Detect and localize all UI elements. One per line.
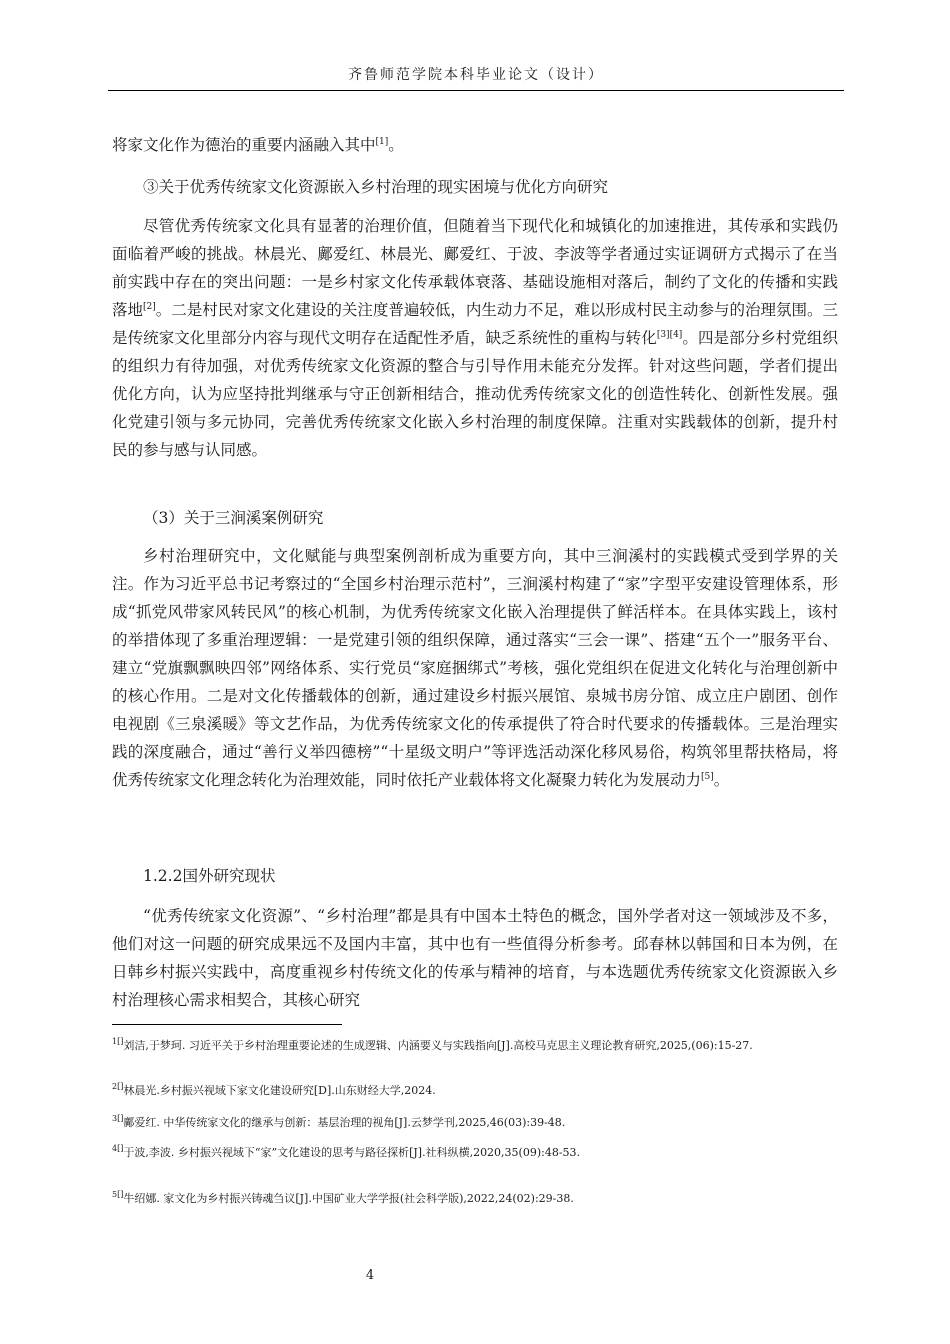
paragraph-text: 。四是部分乡村党组织的组织力有待加强，对优秀传统家文化资源的整合与引导作用未能充分发挥。针对这些问题，学者们提出优化方向，认为应坚持批判继承与守正创新相结合，推动优秀传统家文化的创造性转化、创新性发展。强化党建引领与多元协同，完善优秀传统家文化嵌入乡村治理的制度保障。注重对实践载体的创新，提升村民的参与感与认同感。	[112, 329, 838, 459]
citation-ref[interactable]: [2]	[143, 302, 156, 312]
footnote-mark: 4[]	[112, 1144, 124, 1153]
citation-ref[interactable]: [3]	[656, 330, 670, 340]
paragraph-text: 。二是村民对家文化建设的关注度普遍较低，内生动力不足，难以形成村民主动参与的治理氛围。三是传统家文化里部分内容与现代文明存在适配性矛盾，缺乏系统性的重构与转化	[112, 301, 838, 347]
paragraph-text: 尽管优秀传统家文化具有显著的治理价值，但随着当下现代化和城镇化的加速推进，其传承和实践仍面临着严峻的挑战。林晨光、鄺爱红、林晨光、鄺爱红、于波、李波等学者通过实证调研方式揭示了在当前实践中存在的突出问题：一是乡村家文化传承载体衰落、基础设施相对落后，制约了文化的传播和实践落地	[112, 217, 838, 319]
paragraph-challenges	[112, 212, 838, 464]
header-divider	[108, 90, 844, 91]
footnote-text: 刘洁,于梦珂. 习近平关于乡村治理重要论述的生成逻辑、内涵要义与实践指向[J].高校马克思主义理论教育研究,2025,(06):15-27.	[123, 1039, 753, 1052]
heading-text: 1.2.2国外研究现状	[143, 867, 276, 885]
paragraph-text: 。	[713, 771, 730, 789]
paragraph-case-study	[112, 542, 838, 794]
heading-text: ③关于优秀传统家文化资源嵌入乡村治理的现实困境与优化方向研究	[143, 178, 609, 196]
paragraph-text: “优秀传统家文化资源”、“乡村治理”都是具有中国本土特色的概念，国外学者对这一领域涉及不多，他们对这一问题的研究成果远不及国内丰富，其中也有一些值得分析参考。邱春林以韩国和日本为例，在日韩乡村振兴实践中，高度重视乡村传统文化的传承与精神的培育，与本选题优秀传统家文化资源嵌入乡村治理核心需求相契合，其核心研究	[112, 907, 838, 1009]
footnote-text: 林晨光.乡村振兴视域下家文化建设研究[D].山东财经大学,2024.	[123, 1084, 436, 1097]
footnote-text: 于波,李波. 乡村振兴视域下“家”文化建设的思考与路径探析[J].社科纵横,2020,35(09):48-53.	[123, 1146, 581, 1159]
footnote-text: 鄺爱红. 中华传统家文化的继承与创新：基层治理的视角[J].云梦学刊,2025,46(03):39-48.	[123, 1116, 566, 1129]
citation-ref[interactable]: [4]	[669, 330, 683, 340]
paragraph-text: 。	[388, 136, 404, 154]
section-heading-a	[112, 173, 838, 201]
footnote-divider	[112, 1024, 342, 1025]
section-heading-c	[112, 862, 838, 890]
footnote	[112, 1190, 838, 1208]
page-number: 4	[365, 1268, 375, 1283]
footnote	[112, 1144, 838, 1162]
paragraph-text: 乡村治理研究中，文化赋能与典型案例剖析成为重要方向，其中三涧溪村的实践模式受到学界的关注。作为习近平总书记考察过的“全国乡村治理示范村”，三涧溪村构建了“家”字型平安建设管理体系，形成“抓党风带家风转民风”的核心机制，为优秀传统家文化嵌入治理提供了鲜活样本。在具体实践上，该村的举措体现了多重治理逻辑：一是党建引领的组织保障，通过落实“三会一课”、搭建“五个一”服务平台、建立“党旗飘飘映四邻”网络体系、实行党员“家庭捆绑式”考核，强化党组织在促进文化转化与治理创新中的核心作用。二是对文化传播载体的创新，通过建设乡村振兴展馆、泉城书房分馆、成立庄户剧团、创作电视剧《三泉溪暖》等文艺作品，为优秀传统家文化的传承提供了符合时代要求的传播载体。三是治理实践的深度融合，通过“善行义举四德榜”“十星级文明户”等评选活动深化移风易俗，构筑邻里帮扶格局，将优秀传统家文化理念转化为治理效能，同时依托产业载体将文化凝聚力转化为发展动力	[112, 547, 838, 789]
footnote-mark: 3[]	[112, 1114, 124, 1123]
footnote-mark: 5[]	[112, 1190, 124, 1199]
paragraph-continuation	[112, 131, 838, 159]
footnote	[112, 1082, 838, 1100]
footnote-text: 牛绍娜. 家文化为乡村振兴铸魂刍议[J].中国矿业大学学报(社会科学版),2022,24(02):29-38.	[123, 1192, 574, 1205]
footnote	[112, 1037, 838, 1055]
running-header: 齐鲁师范学院本科毕业论文（设计）	[348, 67, 604, 83]
footnote-mark: 2[]	[112, 1082, 124, 1091]
citation-ref[interactable]: [5]	[701, 772, 714, 782]
footnote	[112, 1114, 838, 1132]
heading-text: （3）关于三涧溪案例研究	[143, 509, 324, 527]
section-heading-b	[112, 504, 838, 532]
footnote-mark: 1[]	[112, 1037, 124, 1046]
paragraph-foreign-research	[112, 902, 838, 1014]
paragraph-text: 将家文化作为德治的重要内涵融入其中	[112, 136, 376, 154]
citation-ref[interactable]: [1]	[375, 137, 389, 147]
